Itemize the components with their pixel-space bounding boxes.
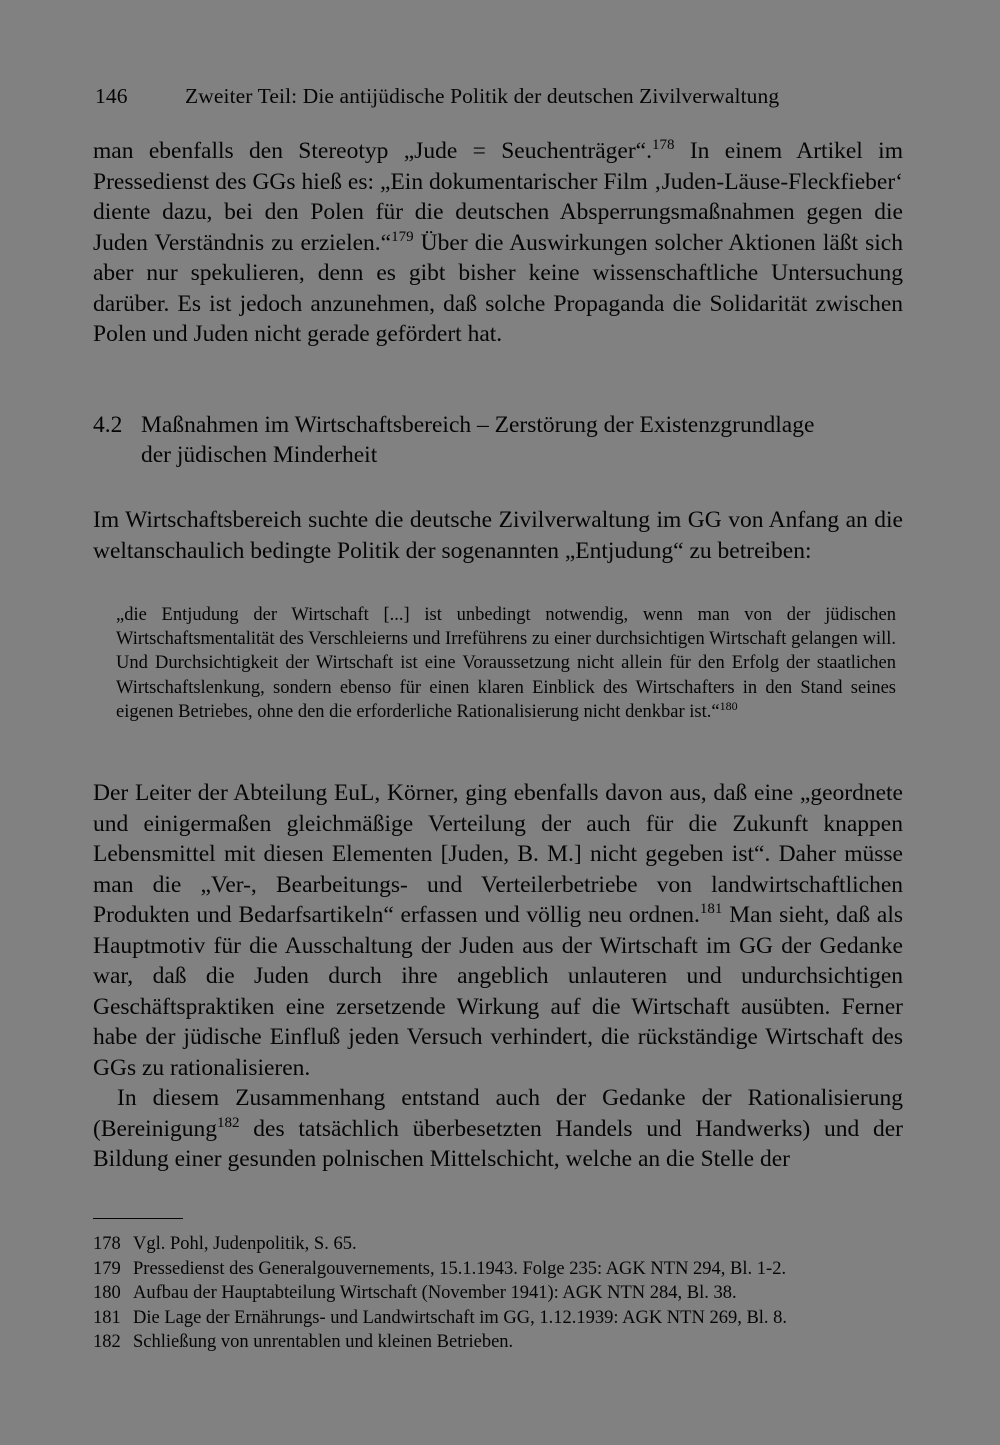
running-header	[95, 84, 915, 109]
footnote-number: 180	[93, 1283, 121, 1304]
paragraph-3-text-b: Man sieht, daß als Hauptmotiv für die Ausschaltung der Juden aus der Wirtschaft im GG der Gedanke war, daß die Juden durch ihre angeblich unlauteren und undurchsichtigen Geschäftspraktiken eine zersetzende Wirkung auf die Wirtschaft ausübten. Ferner habe der jüdische Einfluß jeden Versuch verhindert, die rückständige Wirtschaft des GGs zu rationalisieren.	[93, 902, 903, 1081]
paragraph-1	[93, 136, 903, 350]
footnote-181	[93, 1306, 913, 1331]
section-title-line-1: Maßnahmen im Wirtschaftsbereich – Zerstörung der Existenzgrundlage	[141, 412, 815, 438]
paragraph-2	[93, 505, 903, 566]
footnote-divider	[93, 1218, 183, 1219]
running-title: Zweiter Teil: Die antijüdische Politik der deutschen Zivilverwaltung	[185, 84, 780, 108]
footnote-182	[93, 1330, 913, 1355]
section-heading	[93, 410, 913, 470]
footnote-text: Schließung von unrentablen und kleinen Betrieben.	[133, 1332, 514, 1353]
paragraph-1-text-b: In einem Artikel im Pressedienst des GGs hieß es: „Ein dokumentarischer Film ‚Juden-Läuse-Fleckfieber‘ diente dazu, bei den Polen für die deutschen Absperrungsmaßnahmen gegen die Juden Verständnis zu erzielen.“	[93, 138, 903, 256]
paragraph-4-text-a: In diesem Zusammenhang entstand auch der Gedanke der Rationalisierung (Bereinigung	[93, 1085, 903, 1142]
footnote-ref-180[interactable]: 180	[719, 698, 738, 713]
paragraph-3-text-a: Der Leiter der Abteilung EuL, Körner, ging ebenfalls davon aus, daß eine „geordnete und einigermaßen gleichmäßige Verteilung der auch für die Zukunft knappen Lebensmittel mit diesen Elementen [Juden, B. M.] nicht gegeben ist“. Daher müsse man die „Ver-, Bearbeitungs- und Verteilerbetriebe von landwirtschaftlichen Produkten und Bedarfsartikeln“ erfassen und völlig neu ordnen.	[93, 780, 903, 928]
footnote-179	[93, 1257, 913, 1282]
footnote-ref-178[interactable]: 178	[651, 137, 675, 153]
footnote-178	[93, 1232, 913, 1257]
footnote-number: 181	[93, 1307, 121, 1328]
paragraph-1-text-c: Über die Auswirkungen solcher Aktionen läßt sich aber nur spekulieren, denn es gibt bisher keine wissenschaftliche Untersuchung darüber. Es ist jedoch anzunehmen, daß solche Propaganda die Solidarität zwischen Polen und Juden nicht gerade gefördert hat.	[93, 229, 903, 347]
block-quote-text: „die Entjudung der Wirtschaft [...] ist unbedingt notwendig, wenn man von der jüdischen Wirtschaftsmentalität des Verschleierns und Irreführens zu einer durchsichtigen Wirtschaft gelangen will. Und Durchsichtigkeit der Wirtschaft ist eine Voraussetzung nicht allein für den Erfolg der staatlichen Wirtschaftslenkung, sondern ebenso für einen klaren Einblick des Wirtschafters in den Stand seines eigenen Betriebes, ohne den die erforderliche Rationalisierung nicht denkbar ist.“	[116, 605, 896, 722]
footnotes	[93, 1232, 913, 1355]
footnote-ref-182[interactable]: 182	[217, 1114, 240, 1131]
footnote-180	[93, 1281, 913, 1306]
footnote-text: Die Lage der Ernährungs- und Landwirtschaft im GG, 1.12.1939: AGK NTN 269, Bl. 8.	[133, 1307, 788, 1328]
footnote-number: 179	[93, 1258, 121, 1279]
paragraph-2-text: Im Wirtschaftsbereich suchte die deutsche Zivilverwaltung im GG von Anfang an die weltanschaulich bedingte Politik der sogenannten „Entjudung“ zu betreiben:	[93, 507, 903, 564]
paragraph-4-text-b: des tatsächlich überbesetzten Handels und Handwerks) und der Bildung einer gesunden polnischen Mittelschicht, welche an die Stelle der	[93, 1115, 903, 1172]
footnote-number: 178	[93, 1234, 121, 1254]
section-number: 4.2	[93, 412, 123, 438]
paragraph-3	[93, 778, 903, 1175]
footnote-text: Vgl. Pohl, Judenpolitik, S. 65.	[133, 1234, 357, 1254]
footnote-text: Pressedienst des Generalgouvernements, 15.1.1943. Folge 235: AGK NTN 294, Bl. 1-2.	[133, 1258, 787, 1279]
footnote-number: 182	[93, 1332, 121, 1353]
footnote-ref-179[interactable]: 179	[391, 228, 414, 245]
section-title-line-2: der jüdischen Minderheit	[141, 442, 378, 468]
page-number: 146	[95, 84, 128, 108]
footnote-text: Aufbau der Hauptabteilung Wirtschaft (November 1941): AGK NTN 284, Bl. 38.	[133, 1283, 737, 1304]
footnote-ref-181[interactable]: 181	[699, 901, 723, 917]
block-quote	[116, 603, 896, 724]
paragraph-1-text-a: man ebenfalls den Stereotyp „Jude = Seuchenträger“.	[93, 138, 652, 164]
